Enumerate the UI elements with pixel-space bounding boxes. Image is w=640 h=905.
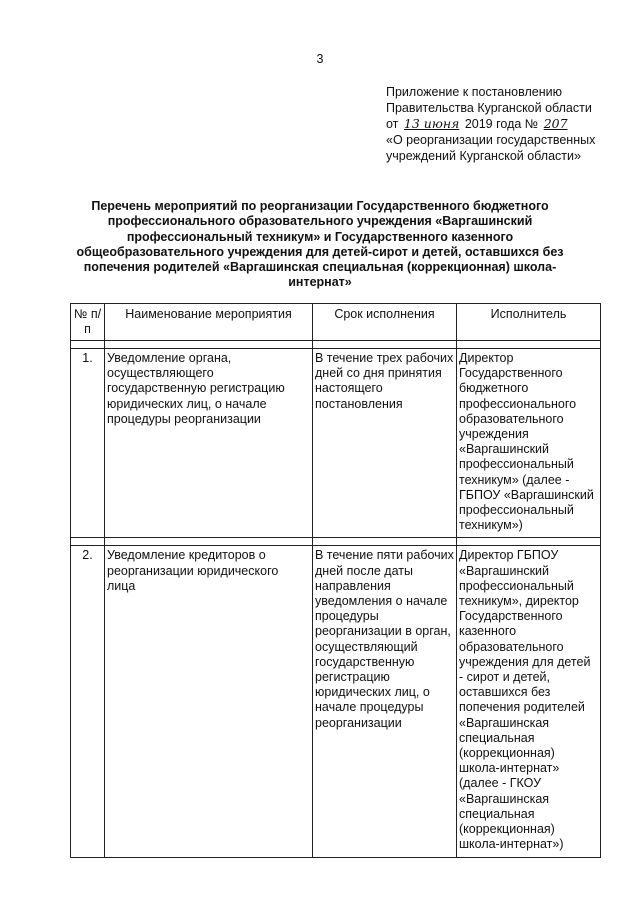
table-spacer: [71, 538, 601, 546]
table-header-row: [71, 304, 601, 341]
row-term: В течение пяти рабочих дней после даты направления уведомления о начале процедуры реорганизации в орган, осуществляющий государственную регистрацию юридических лиц, о начале процедуры реорганизации: [315, 548, 454, 730]
row-term: В течение трех рабочих дней со дня принятия настоящего постановления: [315, 351, 454, 411]
appendix-line-5: учреждений Курганской области»: [386, 149, 581, 163]
appendix-date-line: [386, 116, 636, 132]
row-executor: Директор Государственного бюджетного профессионального образовательного учреждения «Варгашинский профессиональный техникум» (далее - ГБПОУ «Варгашинский профессиональный техникум»): [459, 351, 594, 533]
date-prefix: от: [386, 117, 399, 131]
handwritten-number: 207: [543, 116, 568, 131]
date-mid: 2019 года №: [464, 117, 539, 131]
page-number: 3: [316, 52, 324, 66]
appendix-line-1: Приложение к постановлению: [386, 85, 562, 99]
appendix-line-4: «О реорганизации государственных: [386, 133, 596, 147]
table-spacer: [71, 341, 601, 349]
row-name: Уведомление органа, осуществляющего государственную регистрацию юридических лиц, о начале процедуры реорганизации: [107, 351, 285, 426]
handwritten-date: 13 июня: [403, 116, 460, 131]
header-name: Наименование мероприятия: [105, 304, 313, 341]
document-title: Перечень мероприятий по реорганизации Государственного бюджетного профессионального образовательного учреждения «Варгашинский профессиональный техникум» и Государственного казенного общеобразовательного учреждения для детей-сирот и детей, оставшихся без попечения родителей «Варгашинская специальная (коррекционная) школа-интернат»: [76, 199, 564, 290]
appendix-line-2: Правительства Курганской области: [386, 101, 592, 115]
measures-table: [70, 303, 601, 858]
appendix-header: [386, 84, 636, 164]
header-term: Срок исполнения: [313, 304, 457, 341]
row-num: 1.: [82, 351, 93, 365]
row-executor: Директор ГБПОУ «Варгашинский профессиональный техникум», директор Государственного казенного образовательного учреждения для детей - сирот и детей, оставшихся без попечения родителей «Варгашинская специальная (коррекционная) школа-интернат» (далее - ГКОУ «Варгашинская специальная (коррекционная) школа-интернат»): [459, 548, 591, 852]
header-executor: Исполнитель: [457, 304, 601, 341]
table-row: [71, 349, 601, 538]
row-name: Уведомление кредиторов о реорганизации юридического лица: [107, 548, 279, 593]
table-row: [71, 546, 601, 857]
row-num: 2.: [82, 548, 93, 563]
header-num: № п/п: [71, 304, 105, 341]
